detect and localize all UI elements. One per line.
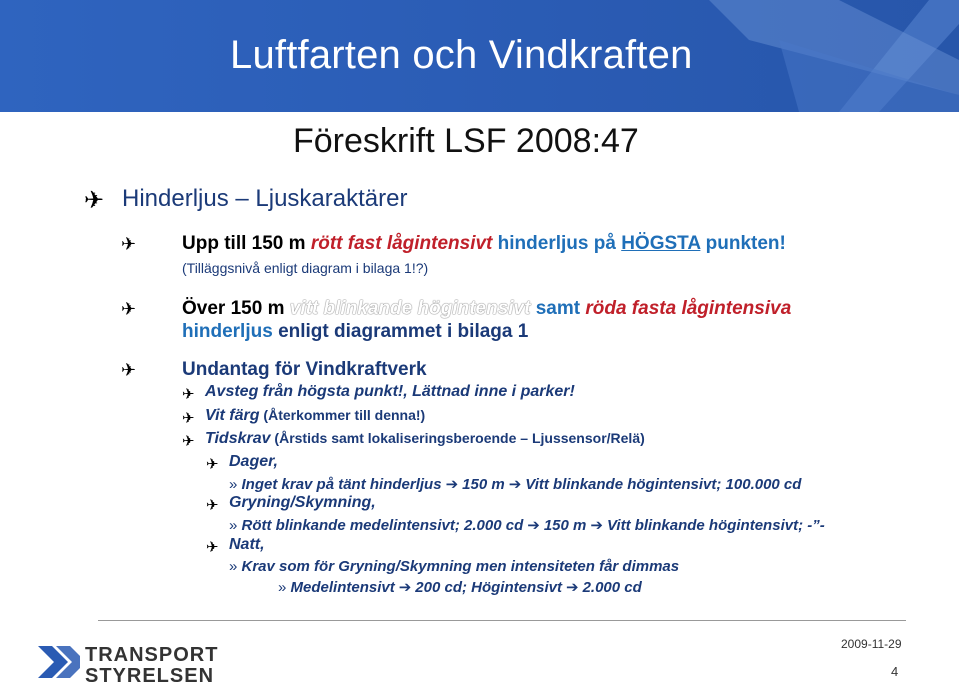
sub-vit-farg: Vit färg (Återkommer till denna!): [205, 407, 426, 424]
sub-dager: Dager,: [229, 453, 278, 470]
arrow-right-icon: ➔: [565, 578, 579, 596]
sub-avsteg: Avsteg från högsta punkt!, Lättnad inne i parker!: [205, 383, 575, 400]
section-heading: Hinderljus – Ljuskaraktärer: [122, 185, 408, 212]
arrow-right-icon: ➔: [508, 475, 522, 493]
airplane-bullet-icon: ✈: [182, 432, 195, 450]
airplane-bullet-icon: ✈: [206, 538, 219, 556]
footer-divider: [98, 620, 906, 621]
page-title: Luftfarten och Vindkraften: [230, 33, 693, 77]
airplane-bullet-icon: ✈: [182, 409, 195, 427]
item-over-150: Över 150 m vitt blinkande högintensivt samt röda fasta lågintensiva: [182, 298, 792, 319]
page-number: 4: [891, 664, 899, 679]
gryning-detail: » Rött blinkande medelintensivt; 2.000 cd ➔ 150 m ➔ Vitt blinkande högintensivt; -”-: [229, 516, 825, 534]
transportstyrelsen-logo-mark: [38, 642, 80, 682]
arrow-right-icon: ➔: [445, 475, 459, 493]
sub-natt: Natt,: [229, 536, 265, 553]
airplane-bullet-icon: ✈: [121, 234, 137, 255]
airplane-bullet-icon: ✈: [182, 385, 195, 403]
airplane-bullet-icon: ✈: [206, 455, 219, 473]
raquo-bullet-icon: »: [229, 476, 238, 493]
arrow-right-icon: ➔: [590, 516, 603, 534]
title-banner: [0, 0, 959, 112]
item-upp-till: Upp till 150 m rött fast lågintensivt hinderljus på HÖGSTA punkten!: [182, 233, 786, 254]
airplane-bullet-icon: ✈: [121, 299, 137, 320]
footer-date: 2009-11-29: [841, 637, 902, 651]
item-undantag: Undantag för Vindkraftverk: [182, 359, 427, 380]
sub-tidskrav: Tidskrav (Årstids samt lokaliseringsberoende – Ljussensor/Relä): [205, 430, 645, 447]
airplane-bullet-icon: ✈: [206, 496, 219, 514]
logo-text-styrelsen: STYRELSEN: [85, 665, 215, 687]
arrow-right-icon: ➔: [398, 578, 412, 596]
item-upp-till-note: (Tilläggsnivå enligt diagram i bilaga 1!?): [182, 260, 429, 276]
arrow-right-icon: ➔: [527, 516, 540, 534]
raquo-bullet-icon: »: [229, 517, 238, 534]
dager-detail: » Inget krav på tänt hinderljus ➔ 150 m ➔ Vitt blinkande högintensivt; 100.000 cd: [229, 475, 802, 493]
raquo-bullet-icon: »: [278, 579, 287, 596]
airplane-bullet-icon: ✈: [121, 360, 137, 381]
page-subtitle: Föreskrift LSF 2008:47: [293, 122, 639, 160]
item-over-150-line2: hinderljus enligt diagrammet i bilaga 1: [182, 321, 529, 342]
sub-gryning: Gryning/Skymning,: [229, 494, 376, 511]
natt-detail: » Krav som för Gryning/Skymning men intensiteten får dimmas: [229, 558, 680, 575]
logo-text-transport: TRANSPORT: [85, 644, 219, 666]
natt-detail-2: » Medelintensivt ➔ 200 cd; Högintensivt ➔ 2.000 cd: [278, 578, 642, 596]
airplane-bullet-icon: ✈: [84, 186, 105, 214]
raquo-bullet-icon: »: [229, 558, 238, 575]
